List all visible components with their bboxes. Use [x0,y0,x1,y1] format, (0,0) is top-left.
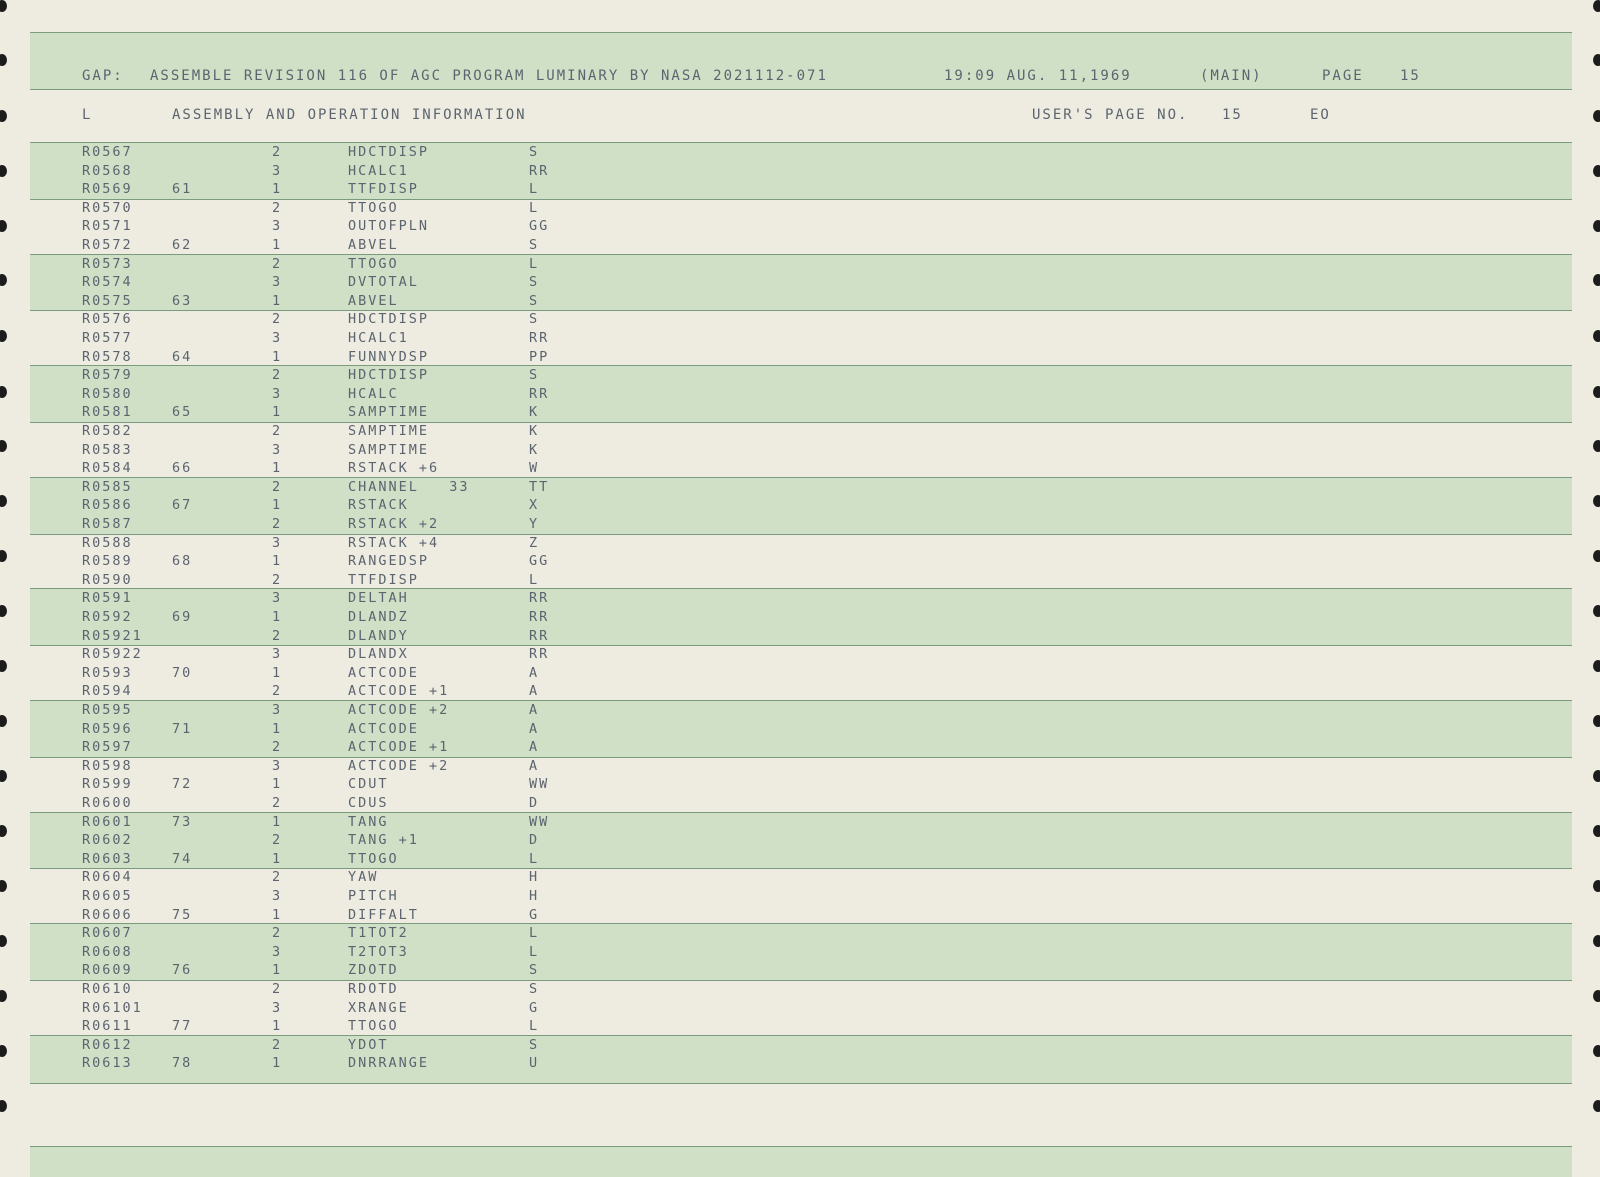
code-cell: A [529,683,540,700]
sequence-cell: 3 [272,441,283,458]
table-row [0,924,1600,943]
code-cell: S [529,237,540,253]
code-cell: G [529,999,540,1016]
sequence-cell: 2 [272,311,283,328]
sequence-cell: 3 [272,646,283,663]
table-row [0,385,1600,404]
reference-cell: R0610 [82,981,133,997]
sequence-cell: 2 [272,683,283,700]
reference-cell: R0603 [82,850,133,867]
sequence-cell: 1 [272,813,283,830]
table-row [0,645,1600,664]
reference-cell: R0578 [82,348,133,365]
reference-cell: R0577 [82,330,133,346]
code-cell: A [529,757,540,774]
users-page-number: 15 [1222,107,1243,123]
table-row [0,478,1600,497]
sequence-cell: 1 [272,404,283,421]
sequence-cell: 1 [272,1055,283,1072]
table-row [0,459,1600,478]
page-cell: 62 [172,237,193,253]
code-cell: A [529,702,540,718]
reference-cell: R0612 [82,1036,133,1053]
table-row [0,199,1600,218]
feed-hole [0,110,7,122]
table-row [0,794,1600,813]
code-cell: S [529,1036,540,1053]
reference-cell: R0588 [82,534,133,551]
page-cell: 69 [172,609,193,625]
sequence-cell: 1 [272,237,283,253]
sequence-cell: 1 [272,720,283,737]
sequence-cell: 2 [272,423,283,439]
sequence-cell: 2 [272,255,283,272]
name-cell: YDOT [348,1036,389,1053]
reference-cell: R0572 [82,237,133,253]
table-row [0,273,1600,292]
reference-cell: R0573 [82,255,133,272]
name-cell: RSTACK +4 [348,534,440,551]
table-row [0,980,1600,999]
feed-hole [1593,54,1600,66]
sequence-cell: 2 [272,199,283,216]
page-cell: 73 [172,813,193,830]
code-cell: Y [529,516,540,532]
sequence-cell: 3 [272,274,283,291]
name-cell: ACTCODE [348,664,419,681]
name-cell: HDCTDISP [348,144,430,160]
reference-cell: R0609 [82,962,133,979]
code-cell: RR [529,385,550,402]
table-row [0,757,1600,776]
name-cell: HCALC1 [348,162,409,179]
code-cell: GG [529,553,550,570]
code-cell: L [529,255,540,272]
code-cell: A [529,739,540,756]
feed-hole [1593,0,1600,12]
code-cell: G [529,906,540,923]
reference-cell: R0590 [82,571,133,588]
code-cell: S [529,367,540,384]
code-cell: GG [529,218,550,235]
code-cell: A [529,664,540,681]
name-cell: SAMPTIME [348,441,430,458]
table-row [0,720,1600,739]
section-letter: L [82,107,93,123]
reference-cell: R06101 [82,999,143,1016]
section-code: EO [1310,107,1331,123]
name-cell: CDUS [348,795,389,811]
name-cell: DLANDY [348,627,409,644]
reference-cell: R0567 [82,144,133,160]
sequence-cell: 1 [272,348,283,365]
name-cell: ZDOTD [348,962,399,979]
reference-cell: R0597 [82,739,133,756]
sequence-cell: 2 [272,144,283,160]
code-cell: K [529,441,540,458]
page-cell: 64 [172,348,193,365]
name-cell: XRANGE [348,999,409,1016]
reference-cell: R0587 [82,516,133,532]
reference-cell: R0575 [82,292,133,309]
name-cell: SAMPTIME [348,404,430,421]
name-cell: DVTOTAL [348,274,419,291]
sequence-cell: 2 [272,516,283,532]
reference-cell: R0571 [82,218,133,235]
code-cell: RR [529,590,550,607]
table-row [0,608,1600,627]
footer-band [30,1146,1572,1177]
reference-cell: R0608 [82,943,133,960]
page-cell: 67 [172,497,193,514]
name-cell: RSTACK +2 [348,516,440,532]
sequence-cell: 1 [272,609,283,625]
table-row [0,496,1600,515]
name-cell: OUTOFPLN [348,218,430,235]
name-cell: RSTACK [348,497,409,514]
reference-cell: R0592 [82,609,133,625]
code-cell: S [529,981,540,997]
page-cell: 71 [172,720,193,737]
sequence-cell: 1 [272,962,283,979]
reference-cell: R0568 [82,162,133,179]
page-cell: 75 [172,906,193,923]
reference-cell: R0598 [82,757,133,774]
code-cell: S [529,962,540,979]
name-cell: ACTCODE +1 [348,683,450,700]
reference-cell: R0589 [82,553,133,570]
page-cell: 66 [172,460,193,477]
name-cell: TTOGO [348,850,399,867]
sequence-cell: 2 [272,478,283,495]
sequence-cell: 3 [272,702,283,718]
sequence-cell: 2 [272,925,283,942]
name-cell: CHANNEL 33 [348,478,470,495]
sequence-cell: 1 [272,776,283,793]
gap-label: GAP: [82,68,124,84]
table-row [0,534,1600,553]
code-cell: RR [529,609,550,625]
users-page-label: USER'S PAGE NO. [1032,107,1189,123]
sequence-cell: 2 [272,571,283,588]
reference-cell: R0570 [82,199,133,216]
reference-cell: R0583 [82,441,133,458]
page-cell: 72 [172,776,193,793]
table-row [0,868,1600,887]
table-row [0,1054,1600,1073]
table-row [0,961,1600,980]
sequence-cell: 3 [272,999,283,1016]
reference-cell: R0569 [82,181,133,198]
name-cell: ABVEL [348,237,399,253]
table-row [0,143,1600,162]
code-cell: WW [529,813,550,830]
sequence-cell: 3 [272,943,283,960]
table-row [0,162,1600,181]
reference-cell: R0593 [82,664,133,681]
page-cell: 68 [172,553,193,570]
reference-cell: R0591 [82,590,133,607]
name-cell: T1TOT2 [348,925,409,942]
reference-cell: R0606 [82,906,133,923]
name-cell: SAMPTIME [348,423,430,439]
sequence-cell: 1 [272,664,283,681]
table-row [0,348,1600,367]
page-cell: 63 [172,292,193,309]
sequence-cell: 2 [272,1036,283,1053]
code-cell: H [529,869,540,886]
code-cell: X [529,497,540,514]
sequence-cell: 3 [272,534,283,551]
reference-cell: R0604 [82,869,133,886]
table-row [0,217,1600,236]
name-cell: DLANDZ [348,609,409,625]
table-row [0,589,1600,608]
sequence-cell: 3 [272,385,283,402]
reference-cell: R0585 [82,478,133,495]
code-cell: S [529,274,540,291]
feed-hole [1593,1100,1600,1112]
name-cell: TANG [348,813,389,830]
table-row [0,627,1600,646]
sequence-cell: 1 [272,460,283,477]
sequence-cell: 2 [272,869,283,886]
page-cell: 74 [172,850,193,867]
name-cell: RANGEDSP [348,553,430,570]
code-cell: K [529,404,540,421]
code-cell: K [529,423,540,439]
name-cell: DLANDX [348,646,409,663]
name-cell: TANG +1 [348,832,419,849]
page-cell: 70 [172,664,193,681]
code-cell: L [529,943,540,960]
code-cell: RR [529,330,550,346]
reference-cell: R0574 [82,274,133,291]
code-cell: WW [529,776,550,793]
table-row [0,403,1600,422]
table-row [0,329,1600,348]
reference-cell: R0584 [82,460,133,477]
name-cell: TTFDISP [348,571,419,588]
reference-cell: R0586 [82,497,133,514]
sequence-cell: 3 [272,757,283,774]
sequence-cell: 1 [272,181,283,198]
feed-hole [0,54,7,66]
code-cell: L [529,925,540,942]
reference-cell: R0579 [82,367,133,384]
name-cell: YAW [348,869,379,886]
sequence-cell: 1 [272,292,283,309]
reference-cell: R0582 [82,423,133,439]
name-cell: RDOTD [348,981,399,997]
name-cell: FUNNYDSP [348,348,430,365]
sequence-cell: 1 [272,850,283,867]
reference-cell: R0605 [82,888,133,904]
print-datetime: 19:09 AUG. 11,1969 [944,68,1132,84]
name-cell: ABVEL [348,292,399,309]
reference-cell: R0599 [82,776,133,793]
table-row [0,999,1600,1018]
name-cell: DNRRANGE [348,1055,430,1072]
table-row [0,664,1600,683]
code-cell: TT [529,478,550,495]
reference-cell: R0600 [82,795,133,811]
sequence-cell: 3 [272,590,283,607]
table-row [0,180,1600,199]
sequence-cell: 2 [272,832,283,849]
name-cell: TTFDISP [348,181,419,198]
sequence-cell: 2 [272,627,283,644]
table-row [0,552,1600,571]
code-cell: RR [529,162,550,179]
code-cell: U [529,1055,540,1072]
sequence-cell: 2 [272,367,283,384]
name-cell: CDUT [348,776,389,793]
table-row [0,943,1600,962]
name-cell: HDCTDISP [348,311,430,328]
sequence-cell: 3 [272,218,283,235]
name-cell: ACTCODE +2 [348,757,450,774]
table-row [0,775,1600,794]
reference-cell: R05921 [82,627,143,644]
code-cell: A [529,720,540,737]
reference-cell: R0602 [82,832,133,849]
code-cell: W [529,460,540,477]
code-cell: L [529,1018,540,1035]
page-cell: 65 [172,404,193,421]
sequence-cell: 2 [272,981,283,997]
name-cell: HCALC [348,385,399,402]
code-cell: L [529,181,540,198]
code-cell: RR [529,646,550,663]
code-cell: S [529,311,540,328]
reference-cell: R0601 [82,813,133,830]
table-row [0,571,1600,590]
table-row [0,906,1600,925]
page-cell: 77 [172,1018,193,1035]
page-label: PAGE [1322,68,1364,84]
sequence-cell: 3 [272,330,283,346]
code-cell: Z [529,534,540,551]
name-cell: ACTCODE [348,720,419,737]
sequence-cell: 2 [272,795,283,811]
table-row [0,441,1600,460]
table-row [0,236,1600,255]
code-cell: RR [529,627,550,644]
reference-cell: R0594 [82,683,133,700]
reference-cell: R0596 [82,720,133,737]
name-cell: ACTCODE +2 [348,702,450,718]
code-cell: H [529,888,540,904]
table-row [0,366,1600,385]
code-cell: S [529,292,540,309]
table-row [0,850,1600,869]
assembly-title: ASSEMBLE REVISION 116 OF AGC PROGRAM LUMINARY BY NASA 2021112-071 [150,68,828,84]
section-label: (MAIN) [1200,68,1263,84]
sequence-cell: 1 [272,906,283,923]
section-title: ASSEMBLY AND OPERATION INFORMATION [172,107,527,123]
page-cell: 76 [172,962,193,979]
feed-hole [0,1100,7,1112]
name-cell: T2TOT3 [348,943,409,960]
table-row [0,422,1600,441]
name-cell: RSTACK +6 [348,460,440,477]
code-cell: D [529,832,540,849]
name-cell: HDCTDISP [348,367,430,384]
name-cell: DELTAH [348,590,409,607]
reference-cell: R0611 [82,1018,133,1035]
sequence-cell: 3 [272,162,283,179]
table-row [0,255,1600,274]
table-row [0,831,1600,850]
name-cell: HCALC1 [348,330,409,346]
reference-cell: R0595 [82,702,133,718]
table-row [0,310,1600,329]
name-cell: DIFFALT [348,906,419,923]
reference-cell: R0607 [82,925,133,942]
name-cell: TTOGO [348,255,399,272]
code-cell: L [529,199,540,216]
sequence-cell: 3 [272,888,283,904]
table-row [0,292,1600,311]
table-row [0,515,1600,534]
name-cell: ACTCODE +1 [348,739,450,756]
table-row [0,813,1600,832]
feed-hole [1593,110,1600,122]
table-row [0,682,1600,701]
code-cell: L [529,850,540,867]
reference-cell: R0576 [82,311,133,328]
name-cell: TTOGO [348,199,399,216]
table-row [0,1036,1600,1055]
sequence-cell: 1 [272,1018,283,1035]
page-cell: 78 [172,1055,193,1072]
reference-cell: R05922 [82,646,143,663]
name-cell: PITCH [348,888,399,904]
table-row [0,887,1600,906]
sequence-cell: 2 [272,739,283,756]
reference-cell: R0580 [82,385,133,402]
code-cell: L [529,571,540,588]
reference-cell: R0581 [82,404,133,421]
feed-hole [0,0,7,12]
page-number: 15 [1400,68,1421,84]
code-cell: D [529,795,540,811]
code-cell: S [529,144,540,160]
name-cell: TTOGO [348,1018,399,1035]
page-cell: 61 [172,181,193,198]
sequence-cell: 1 [272,553,283,570]
sequence-cell: 1 [272,497,283,514]
table-row [0,1017,1600,1036]
code-cell: PP [529,348,550,365]
table-row [0,738,1600,757]
reference-cell: R0613 [82,1055,133,1072]
table-row [0,701,1600,720]
